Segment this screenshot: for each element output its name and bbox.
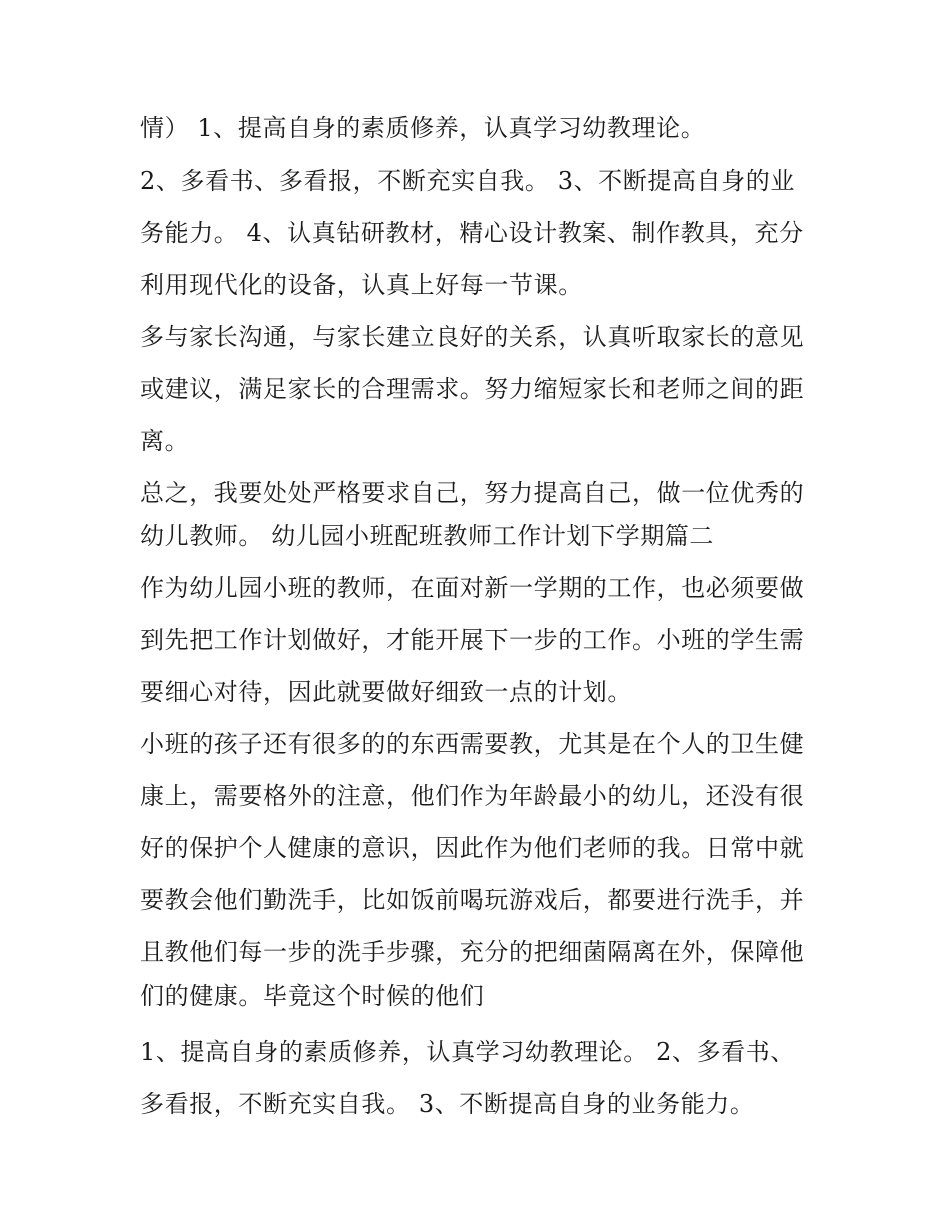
text-line: 多看报，不断充实自我。 3、不断提高自身的业务能力。	[140, 1090, 755, 1118]
text-line: 康上，需要格外的注意，他们作为年龄最小的幼儿，还没有很	[140, 782, 805, 810]
text-line: 情） 1、提高自身的素质修养，认真学习幼教理论。	[140, 114, 706, 142]
text-line: 们的健康。毕竟这个时候的他们	[140, 982, 485, 1010]
text-line: 2、多看书、多看报，不断充实自我。 3、不断提高自身的业	[140, 167, 795, 195]
text-line: 幼儿教师。 幼儿园小班配班教师工作计划下学期篇二	[140, 522, 715, 550]
text-line: 要细心对待，因此就要做好细致一点的计划。	[140, 678, 632, 706]
text-line: 好的保护个人健康的意识，因此作为他们老师的我。日常中就	[140, 834, 805, 862]
text-line: 利用现代化的设备，认真上好每一节课。	[140, 271, 583, 299]
text-line: 1、提高自身的素质修养，认真学习幼教理论。 2、多看书、	[140, 1038, 795, 1066]
text-line: 务能力。 4、认真钻研教材，精心设计教案、制作教具，充分	[140, 219, 804, 247]
text-line: 到先把工作计划做好，才能开展下一步的工作。小班的学生需	[140, 626, 805, 654]
text-line: 作为幼儿园小班的教师，在面对新一学期的工作，也必须要做	[140, 574, 805, 602]
text-line: 总之，我要处处严格要求自己，努力提高自己，做一位优秀的	[140, 479, 805, 507]
text-line: 要教会他们勤洗手，比如饭前喝玩游戏后，都要进行洗手，并	[140, 886, 805, 914]
text-line: 小班的孩子还有很多的的东西需要教，尤其是在个人的卫生健	[140, 730, 805, 758]
text-line: 多与家长沟通，与家长建立良好的关系，认真听取家长的意见	[140, 323, 805, 351]
text-line: 离。	[140, 427, 190, 455]
text-line: 且教他们每一步的洗手步骤，充分的把细菌隔离在外，保障他	[140, 938, 805, 966]
text-line: 或建议，满足家长的合理需求。努力缩短家长和老师之间的距	[140, 375, 805, 403]
